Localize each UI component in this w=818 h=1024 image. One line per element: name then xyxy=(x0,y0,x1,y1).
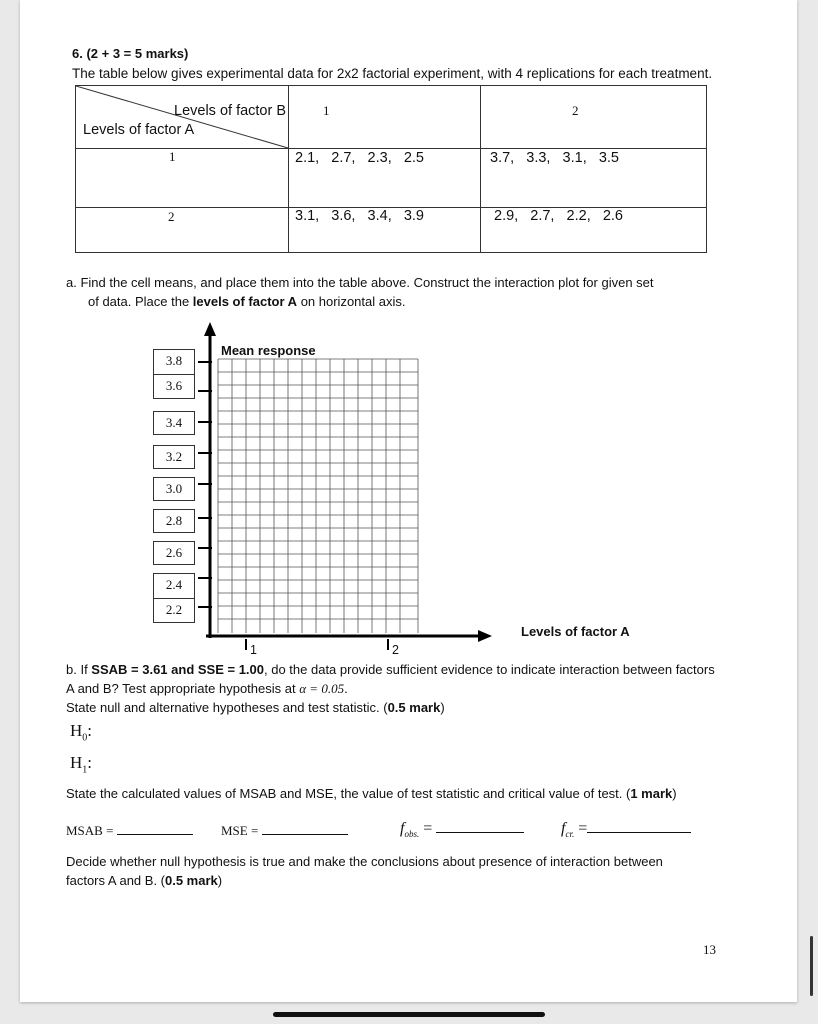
fobs-field[interactable] xyxy=(400,816,524,839)
row-label-2: 2 xyxy=(168,209,175,224)
cell-a1-b2: 3.7, 3.3, 3.1, 3.5 xyxy=(490,150,619,166)
interaction-plot xyxy=(20,0,797,660)
fcr-blank[interactable] xyxy=(587,816,691,833)
fobs-subscript: obs. xyxy=(404,829,420,840)
h0-subscript: 0 xyxy=(82,732,88,744)
decision-pre: factors A and B. ( xyxy=(66,873,165,888)
y-tick-label: 3.0 xyxy=(153,477,195,501)
exam-page xyxy=(20,0,797,1002)
y-tick-label: 3.8 xyxy=(165,353,183,368)
decision-line-1: Decide whether null hypothesis is true and make the conclusions about presence of interaction between xyxy=(66,854,663,869)
h0-colon: : xyxy=(87,721,93,740)
y-tick-label: 3.2 xyxy=(153,445,195,469)
mse-label: MSE = xyxy=(221,823,259,838)
y-axis-title: Mean response xyxy=(221,343,316,358)
plot-grid xyxy=(218,359,418,633)
h1-subscript: 1 xyxy=(82,764,88,776)
part-a-text-post: on horizontal axis. xyxy=(297,294,406,309)
part-b-line-1 xyxy=(66,660,786,679)
scrollbar[interactable] xyxy=(810,936,813,996)
part-b-line-3-bold: 0.5 mark xyxy=(387,700,441,715)
fobs-equals: = xyxy=(423,820,433,837)
cell-a2-b2: 2.9, 2.7, 2.2, 2.6 xyxy=(494,208,623,224)
home-indicator[interactable] xyxy=(273,1012,545,1017)
x-tick-label-2: 2 xyxy=(392,643,399,657)
decision-bold: 0.5 mark xyxy=(165,873,218,888)
decision-text xyxy=(66,852,766,890)
null-hypothesis xyxy=(66,721,786,747)
part-b-line-3 xyxy=(66,698,786,717)
alpha-value: α = 0.05 xyxy=(299,681,345,696)
fobs-blank[interactable] xyxy=(436,816,524,833)
part-b-text xyxy=(66,660,786,803)
row-label-1: 1 xyxy=(169,149,176,164)
y-tick-label: 2.8 xyxy=(153,509,195,533)
part-b-line-3-post: ) xyxy=(440,700,445,715)
mse-blank[interactable] xyxy=(262,822,348,835)
part-b-line-2: A and B? Test appropriate hypothesis at α = 0.05. xyxy=(66,681,348,696)
part-b-given: SSAB = 3.61 and SSE = 1.00 xyxy=(91,662,264,677)
part-a-text-bold: levels of factor A xyxy=(192,294,298,309)
part-b-line-3-pre: State null and alternative hypotheses and test statistic. ( xyxy=(66,700,388,715)
h1-symbol: H xyxy=(70,753,83,773)
y-tick-group xyxy=(153,349,195,399)
fcr-equals: = xyxy=(578,820,588,837)
part-b-post: , do the data provide sufficient evidence to indicate interaction between factors xyxy=(264,662,715,677)
decision-post: ) xyxy=(217,873,223,888)
y-tick-label: 3.4 xyxy=(153,411,195,435)
col-label-1: 1 xyxy=(323,103,330,118)
col-label-2: 2 xyxy=(572,103,579,118)
x-tick-marks xyxy=(246,639,388,650)
h0-symbol: H xyxy=(70,721,83,740)
question-title: 6. (2 + 3 = 5 marks) xyxy=(72,46,189,61)
fobs-symbol: f xyxy=(400,820,405,837)
part-b-pre: b. If xyxy=(66,662,92,677)
fcr-subscript: cr. xyxy=(565,829,575,840)
fcr-field[interactable] xyxy=(561,816,691,839)
y-tick-label: 2.6 xyxy=(153,541,195,565)
msab-blank[interactable] xyxy=(117,822,193,835)
part-b-line-4-post: ) xyxy=(672,785,677,801)
page-number: 13 xyxy=(703,942,716,957)
part-b-line-4 xyxy=(66,784,786,803)
alt-hypothesis xyxy=(66,753,786,779)
part-a-line-1: a. Find the cell means, and place them into the table above. Construct the interaction plot for given set xyxy=(66,275,654,290)
header-factor-b: Levels of factor B xyxy=(174,103,287,119)
fcr-symbol: f xyxy=(561,820,566,837)
y-axis-arrow xyxy=(204,322,216,336)
part-a-text-pre: of data. Place the xyxy=(88,294,193,309)
mse-field[interactable] xyxy=(221,822,348,839)
decision-line-2 xyxy=(66,871,766,890)
y-tick-group xyxy=(153,573,195,623)
cell-a2-b1: 3.1, 3.6, 3.4, 3.9 xyxy=(295,208,424,224)
msab-label: MSAB = xyxy=(66,823,114,838)
cell-a1-b1: 2.1, 2.7, 2.3, 2.5 xyxy=(295,150,424,166)
part-b-line-2-text: A and B? Test appropriate hypothesis at xyxy=(66,681,296,696)
y-tick-label: 2.2 xyxy=(154,598,194,622)
y-tick-label: 3.6 xyxy=(154,374,194,398)
x-axis-title: Levels of factor A xyxy=(521,624,630,639)
x-axis-arrow xyxy=(478,630,492,642)
h1-colon: : xyxy=(87,753,93,773)
part-b-line-4-pre: State the calculated values of MSAB and MSE, the value of test statistic and critical value of test. ( xyxy=(66,785,631,801)
x-tick-label-1: 1 xyxy=(250,643,257,657)
question-intro: The table below gives experimental data for 2x2 factorial experiment, with 4 replications for each treatment. xyxy=(72,66,713,81)
part-b-line-4-bold: 1 mark xyxy=(630,785,673,801)
msab-field[interactable] xyxy=(66,822,193,839)
y-tick-label: 2.4 xyxy=(165,577,183,592)
header-factor-a: Levels of factor A xyxy=(83,122,195,138)
